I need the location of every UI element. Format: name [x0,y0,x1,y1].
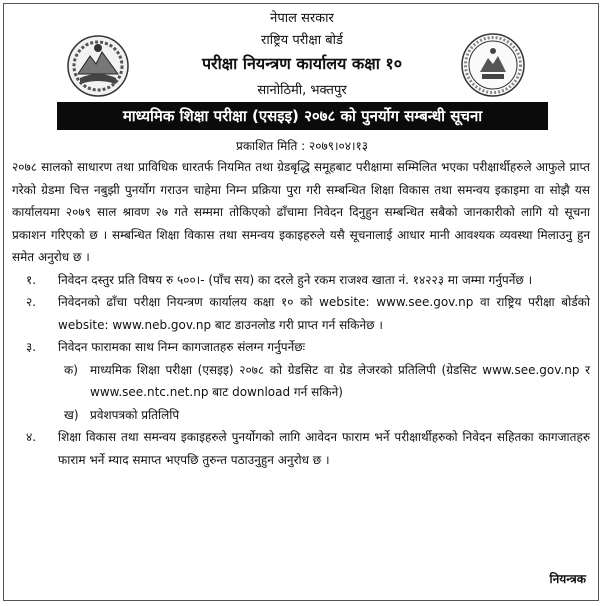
notice-page [3,3,599,601]
intro-paragraph: २०७८ सालको साधारण तथा प्राविधिक धारतर्फ नियमित तथा ग्रेडबृद्धि समूहबाट परीक्षामा सम्मिलित भएका परीक्षार्थीहरुले आफुले प्राप्त गरेको ग्रेडमा चित्त नबुझी पुनर्योग गराउन चाहेमा निम्न प्रक्रिया पुरा गरी सम्बन्धित शिक्षा विकास तथा समन्वय इकाइमा वा सोझै यस कार्यालयमा २०७९ साल श्रावण २७ गते सम्ममा तोकिएको ढाँचामा निवेदन दिनुहुन सम्बन्धित सबैको जानकारीको लागि यो सूचना प्रकाशन गरिएको छ । सम्बन्धित शिक्षा विकास तथा समन्वय इकाइहरुले यसै सूचनालाई आधार मानी आवश्यक व्यवस्था मिलाउनु हुन समेत अनुरोध छ । [12,160,590,264]
item-text: निवेदनको ढाँचा परीक्षा नियन्त्रण कार्यालय कक्षा १० को website: www.see.gov.np वा राष्ट्रिय परीक्षा बोर्डको website: www.neb.gov.np बाट डाउनलोड गरी प्राप्त गर्न सकिनेछ । [58,295,590,332]
notice-body [12,156,590,471]
signature-title: नियन्त्रक [549,572,586,586]
sub-list-item [12,359,590,404]
header-line-address: सानोठिमी, भक्तपुर [257,83,347,98]
list-item [12,269,590,292]
notice-title-banner: माध्यमिक शिक्षा परीक्षा (एसइइ) २०७८ को पुनर्योग सम्बन्धी सूचना [57,102,548,130]
list-item [12,336,590,359]
subitem-text: माध्यमिक शिक्षा परीक्षा (एसइइ) २०७८ को ग्रेडसिट वा ग्रेड लेजरको प्रतिलिपी (ग्रेडसिट www.see.gov.np र www.see.ntc.net.np बाट download गर्न सकिने) [90,362,590,399]
item-text: निवेदन फारामका साथ निम्न कागजातहरु संलग्न गर्नुपर्नेछः [58,340,306,354]
subitem-number: ख) [64,407,79,422]
header-line-office: परीक्षा नियन्त्रण कार्यालय कक्षा १० [201,54,403,73]
list-item [12,426,590,471]
item-number: २. [26,295,37,309]
list-item [12,291,590,336]
item-text: निवेदन दस्तुर प्रति विषय रु ५००।- (पाँच सय) का दरले हुने रकम राजश्व खाता नं. १४२२३ मा जम्मा गर्नुपर्नेछ । [58,272,533,287]
header-line-government: नेपाल सरकार [270,11,334,26]
published-date: प्रकाशित मिति : २०७९।०४।१३ [236,139,368,153]
header-line-board: राष्ट्रिय परीक्षा बोर्ड [261,33,343,48]
item-number: ४. [26,430,37,444]
subitem-text: प्रवेशपत्रको प्रतिलिपि [90,407,180,422]
subitem-number: क) [64,362,78,377]
sub-list-item [12,404,590,427]
item-number: १. [26,272,37,287]
item-text: शिक्षा विकास तथा समन्वय इकाइहरुले पुनर्योगको लागि आवेदन फाराम भर्ने परीक्षार्थीहरुको निवेदन सहितका कागजातहरु फाराम भर्ने म्याद समाप्त भएपछि तुरुन्त पठाउनुहुन अनुरोध छ । [58,430,590,467]
item-number: ३. [26,340,37,354]
